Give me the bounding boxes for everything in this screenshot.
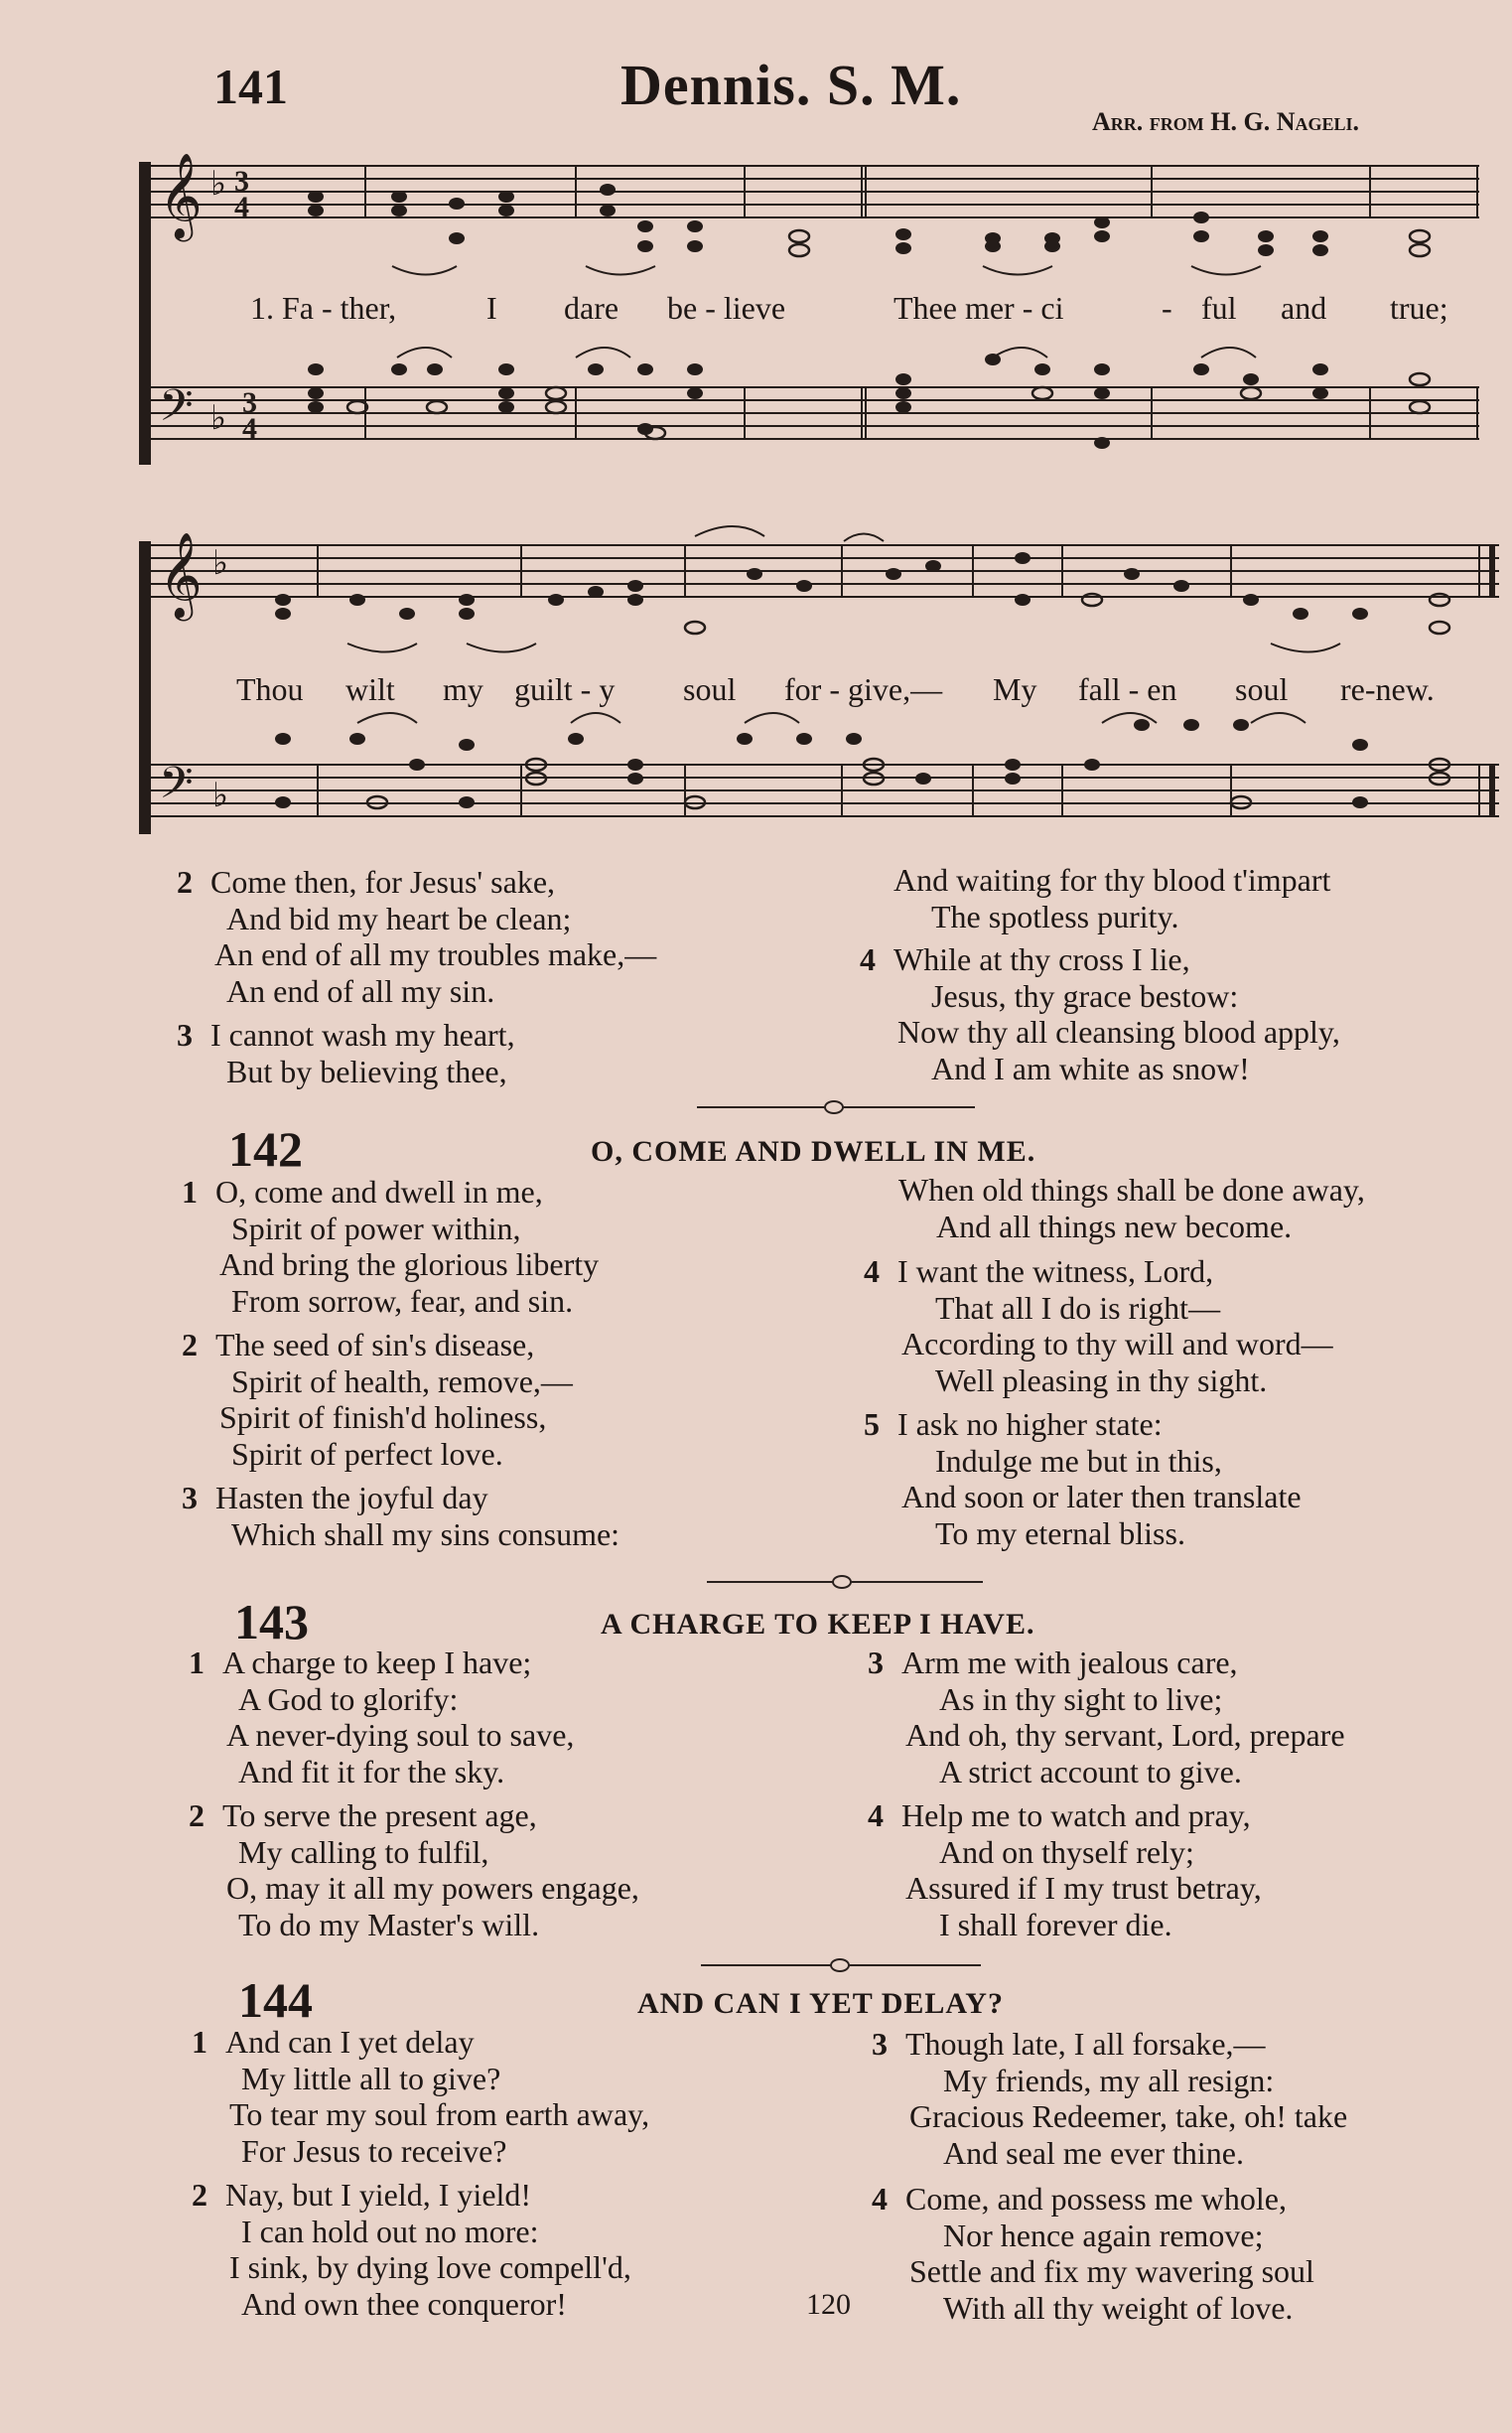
- stanza-line: Come, and possess me whole,: [905, 2181, 1287, 2217]
- hymn-144-stanza-4: [872, 2181, 1314, 2326]
- stanza-line: Settle and fix my wavering soul: [909, 2253, 1314, 2289]
- stanza-line: As in thy sight to live;: [939, 1680, 1223, 1717]
- stanza-line: With all thy weight of love.: [943, 2289, 1294, 2326]
- stanza-number: 4: [860, 941, 876, 977]
- stanza-line: I shall forever die.: [939, 1906, 1172, 1942]
- svg-text:3: 3: [234, 165, 249, 198]
- stanza-line: I ask no higher state:: [897, 1406, 1163, 1442]
- stanza-line: Though late, I all forsake,—: [905, 2026, 1266, 2062]
- stanza-line: My little all to give?: [241, 2060, 501, 2096]
- stanza-line: Nay, but I yield, I yield!: [225, 2177, 532, 2213]
- stanza-line: And soon or later then translate: [901, 1479, 1302, 1514]
- hymn-144-title: AND CAN I YET DELAY?: [637, 1987, 1004, 2020]
- lyric-1-word: 1. Fa - ther,: [250, 290, 397, 326]
- stanza-line: Assured if I my trust betray,: [905, 1870, 1262, 1906]
- stanza-line: Spirit of perfect love.: [231, 1435, 503, 1472]
- hymn-141-tune-title: Dennis. S. M.: [620, 53, 962, 117]
- stanza-line: Arm me with jealous care,: [901, 1645, 1238, 1680]
- divider-ornament: [824, 1100, 844, 1114]
- hymn-141-stanza-2: [177, 864, 656, 1009]
- lyric-2-word: soul: [683, 671, 737, 707]
- svg-text:♭: ♭: [210, 164, 227, 204]
- stanza-line: Spirit of finish'd holiness,: [219, 1399, 547, 1435]
- stanza-number: 2: [192, 2177, 207, 2213]
- lyric-2-word: my: [443, 671, 483, 707]
- hymn-143-title: A CHARGE TO KEEP I HAVE.: [601, 1608, 1035, 1641]
- stanza-line: A God to glorify:: [238, 1680, 459, 1717]
- hymn-141-number: 141: [213, 59, 288, 114]
- lyric-2-word: Thou: [236, 671, 304, 707]
- hymn-143-stanza-3: [868, 1645, 1345, 1789]
- stanza-line: When old things shall be done away,: [898, 1172, 1365, 1208]
- hymn-142-stanza-2: [182, 1327, 573, 1472]
- stanza-line: And fit it for the sky.: [238, 1753, 505, 1789]
- stanza-line: And can I yet delay: [225, 2024, 475, 2060]
- hymn-142-stanza-5: [864, 1406, 1302, 1551]
- stanza-line: The seed of sin's disease,: [215, 1327, 535, 1362]
- stanza-line: And bid my heart be clean;: [226, 900, 572, 936]
- svg-text:3: 3: [242, 386, 257, 419]
- svg-text:♭: ♭: [210, 398, 227, 438]
- stanza-line: Indulge me but in this,: [935, 1442, 1222, 1479]
- hymn-142-stanza-4: [864, 1253, 1333, 1398]
- lyric-1-word: I: [486, 290, 497, 326]
- hymn-143-stanza-2: [189, 1797, 639, 1942]
- stanza-line: To serve the present age,: [222, 1797, 537, 1833]
- stanza-line: And all things new become.: [936, 1208, 1293, 1244]
- stanza-line: Jesus, thy grace bestow:: [931, 977, 1239, 1014]
- stanza-line: Help me to watch and pray,: [901, 1797, 1251, 1833]
- divider-ornament: [832, 1575, 852, 1589]
- stanza-line: That all I do is right—: [935, 1289, 1221, 1326]
- svg-text:♭: ♭: [212, 543, 229, 583]
- hymn-143-stanza-4: [868, 1797, 1262, 1942]
- lyric-1-word: Thee mer - ci: [893, 290, 1064, 326]
- stanza-line: And waiting for thy blood t'impart: [893, 862, 1331, 898]
- stanza-line: Come then, for Jesus' sake,: [210, 864, 556, 900]
- stanza-number: 1: [189, 1645, 205, 1680]
- stanza-line: And own thee conqueror!: [241, 2285, 567, 2322]
- lyric-1-word: dare: [564, 290, 619, 326]
- lyric-2-word: guilt - y: [514, 671, 616, 707]
- lyric-1-word: true;: [1390, 290, 1448, 326]
- stanza-line: I can hold out no more:: [241, 2213, 539, 2249]
- stanza-line: Hasten the joyful day: [215, 1480, 488, 1515]
- stanza-line: Well pleasing in thy sight.: [935, 1361, 1268, 1398]
- hymn-142-stanza-3-cont: [898, 1172, 1365, 1244]
- lyric-2-word: soul: [1235, 671, 1289, 707]
- svg-text:𝄢: 𝄢: [159, 757, 194, 819]
- stanza-line: An end of all my sin.: [226, 972, 495, 1009]
- lyric-1-word: -: [1162, 290, 1172, 326]
- stanza-line: I cannot wash my heart,: [210, 1017, 515, 1053]
- svg-text:4: 4: [242, 412, 257, 445]
- stanza-number: 5: [864, 1406, 880, 1442]
- lyric-1-word: ful: [1201, 290, 1237, 326]
- stanza-line: For Jesus to receive?: [241, 2132, 507, 2169]
- stanza-line: And oh, thy servant, Lord, prepare: [905, 1717, 1345, 1753]
- stanza-line: From sorrow, fear, and sin.: [231, 1282, 574, 1319]
- hymn-142-stanza-3: [182, 1480, 619, 1552]
- stanza-number: 4: [872, 2181, 888, 2217]
- svg-text:♭: ♭: [212, 776, 229, 815]
- stanza-line: And seal me ever thine.: [943, 2134, 1244, 2171]
- lyric-2-word: for - give,—: [784, 671, 943, 707]
- stanza-number: 3: [868, 1645, 884, 1680]
- stanza-line: Spirit of health, remove,—: [231, 1362, 573, 1399]
- hymn-142-title: O, COME AND DWELL IN ME.: [591, 1135, 1036, 1168]
- stanza-line: Gracious Redeemer, take, oh! take: [909, 2098, 1348, 2134]
- page-number: 120: [806, 2288, 851, 2321]
- stanza-line: And I am white as snow!: [931, 1050, 1250, 1086]
- stanza-line: A strict account to give.: [939, 1753, 1242, 1789]
- stanza-line: According to thy will and word—: [901, 1326, 1333, 1361]
- stanza-number: 4: [864, 1253, 880, 1289]
- stanza-line: To do my Master's will.: [238, 1906, 540, 1942]
- hymn-141-stanza-4: [860, 941, 1340, 1086]
- stanza-line: Now thy all cleansing blood apply,: [897, 1014, 1340, 1050]
- lyric-1-word: be - lieve: [667, 290, 786, 326]
- stanza-line: A never-dying soul to save,: [226, 1717, 575, 1753]
- stanza-line: And bring the glorious liberty: [219, 1246, 600, 1282]
- stanza-line: My friends, my all resign:: [943, 2062, 1275, 2098]
- stanza-number: 3: [177, 1017, 193, 1053]
- hymn-142-stanza-1: [182, 1174, 599, 1319]
- hymn-144-number: 144: [238, 1972, 313, 2028]
- stanza-line: To my eternal bliss.: [935, 1514, 1185, 1551]
- stanza-number: 1: [182, 1174, 198, 1210]
- hymn-143-stanza-1: [189, 1645, 574, 1789]
- svg-text:𝄞: 𝄞: [159, 153, 203, 238]
- hymn-144-stanza-2: [192, 2177, 631, 2322]
- stanza-number: 2: [182, 1327, 198, 1362]
- stanza-line: I want the witness, Lord,: [897, 1253, 1214, 1289]
- stanza-number: 3: [182, 1480, 198, 1515]
- hymn-144-stanza-3: [872, 2026, 1347, 2171]
- stanza-line: My calling to fulfil,: [238, 1833, 489, 1870]
- divider-ornament: [830, 1958, 850, 1972]
- stanza-line: While at thy cross I lie,: [893, 941, 1190, 977]
- stanza-line: To tear my soul from earth away,: [229, 2096, 650, 2132]
- stanza-line: I sink, by dying love compell'd,: [229, 2249, 631, 2285]
- stanza-line: Spirit of power within,: [231, 1210, 521, 1246]
- hymn-141-stanza-3-cont: [893, 862, 1330, 934]
- svg-text:𝄢: 𝄢: [159, 379, 194, 442]
- stanza-line: A charge to keep I have;: [222, 1645, 532, 1680]
- hymn-141-stanza-3: [177, 1017, 515, 1089]
- stanza-number: 3: [872, 2026, 888, 2062]
- lyric-2-word: My: [993, 671, 1037, 707]
- svg-text:𝄞: 𝄞: [159, 532, 203, 618]
- stanza-line: O, come and dwell in me,: [215, 1174, 543, 1210]
- hymn-141-arranger: Arr. from H. G. Nageli.: [1092, 107, 1359, 136]
- hymn-144-stanza-1: [192, 2024, 649, 2169]
- lyric-1-word: and: [1281, 290, 1327, 326]
- lyric-2-word: wilt: [345, 671, 395, 707]
- hymn-142-number: 142: [228, 1121, 303, 1177]
- stanza-line: An end of all my troubles make,—: [214, 936, 657, 972]
- svg-text:4: 4: [234, 191, 249, 223]
- stanza-number: 4: [868, 1797, 884, 1833]
- lyric-2-word: fall - en: [1078, 671, 1177, 707]
- stanza-number: 1: [192, 2024, 207, 2060]
- stanza-number: 2: [177, 864, 193, 900]
- stanza-line: O, may it all my powers engage,: [226, 1870, 639, 1906]
- hymn-143-number: 143: [234, 1594, 309, 1649]
- stanza-line: Nor hence again remove;: [943, 2217, 1264, 2253]
- stanza-number: 2: [189, 1797, 205, 1833]
- stanza-line: And on thyself rely;: [939, 1833, 1194, 1870]
- stanza-line: Which shall my sins consume:: [231, 1515, 620, 1552]
- lyric-2-word: re-new.: [1340, 671, 1435, 707]
- stanza-line: The spotless purity.: [931, 898, 1179, 934]
- stanza-line: But by believing thee,: [226, 1053, 507, 1089]
